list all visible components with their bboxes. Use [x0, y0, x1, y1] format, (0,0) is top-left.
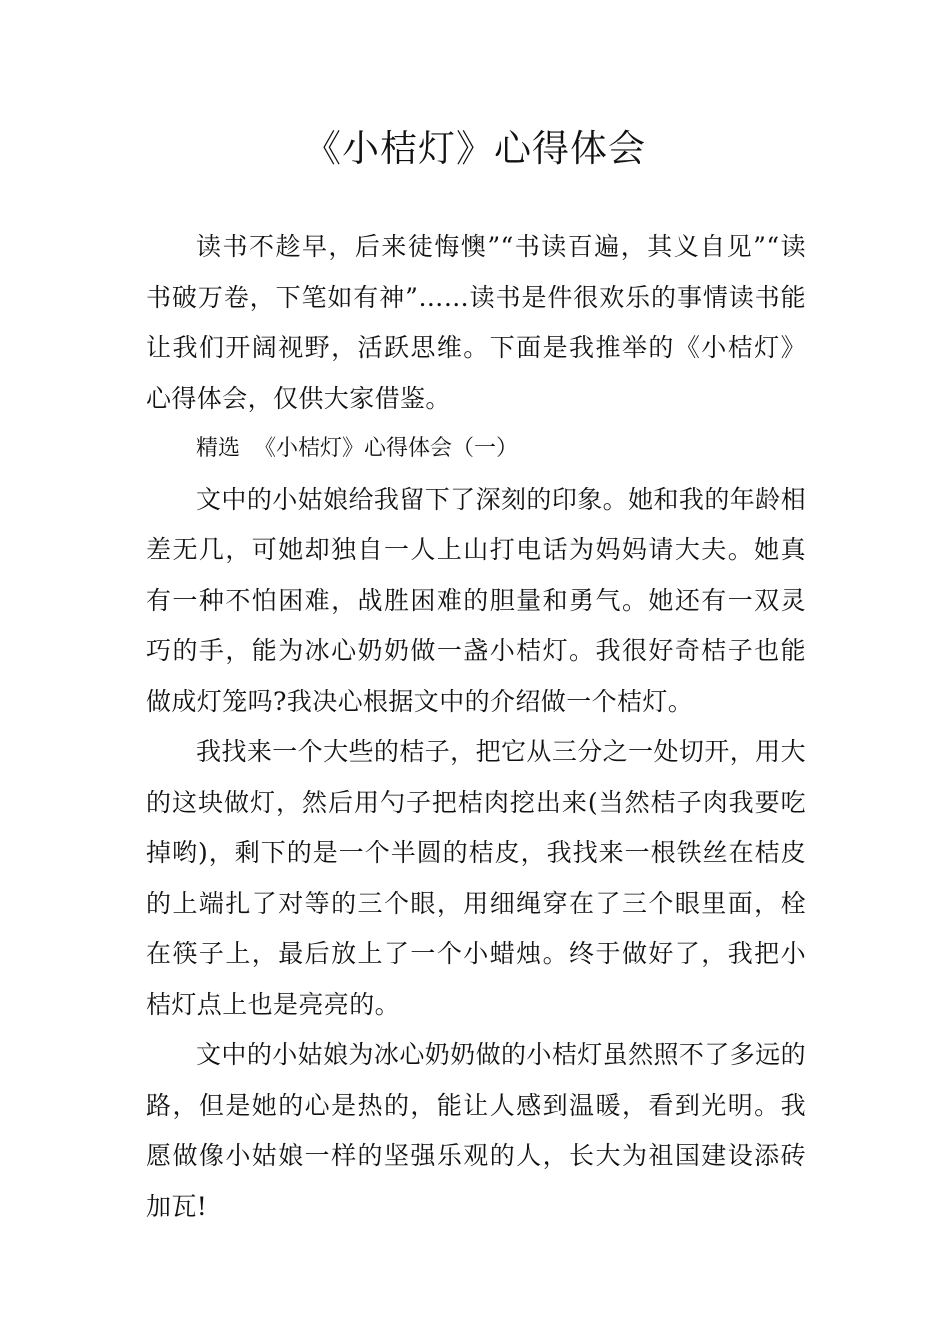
body-paragraph-1: 文中的小姑娘给我留下了深刻的印象。她和我的年龄相差无几，可她却独自一人上山打电话为妈妈请大夫。她真有一种不怕困难，战胜困难的胆量和勇气。她还有一双灵巧的手，能为冰心奶奶做一盏小桔灯。我很好奇桔子也能做成灯笼吗?我决心根据文中的介绍做一个桔灯。 [146, 484, 806, 716]
body-paragraph-2: 我找来一个大些的桔子，把它从三分之一处切开，用大的这块做灯，然后用勺子把桔肉挖出来(当然桔子肉我要吃掉哟)，剩下的是一个半圆的桔皮，我找来一根铁丝在桔皮的上端扎了对等的三个眼，用细绳穿在了三个眼里面，栓在筷子上，最后放上了一个小蜡烛。终于做好了，我把小桔灯点上也是亮亮的。 [146, 737, 806, 1019]
section-heading: 精选 《小桔灯》心得体会（一） [196, 436, 518, 461]
body-paragraph-3: 文中的小姑娘为冰心奶奶做的小桔灯虽然照不了多远的路，但是她的心是热的，能让人感到温暖，看到光明。我愿做像小姑娘一样的坚强乐观的人，长大为祖国建设添砖加瓦! [146, 1040, 806, 1221]
intro-paragraph: 读书不趁早，后来徒悔懊”“书读百遍，其义自见”“读书破万卷，下笔如有神”……读书是件很欢乐的事情读书能让我们开阔视野，活跃思维。下面是我推举的《小桔灯》心得体会，仅供大家借鉴。 [146, 232, 806, 413]
document-body [146, 222, 806, 1232]
document-title: 《小桔灯》心得体会 [304, 127, 646, 170]
